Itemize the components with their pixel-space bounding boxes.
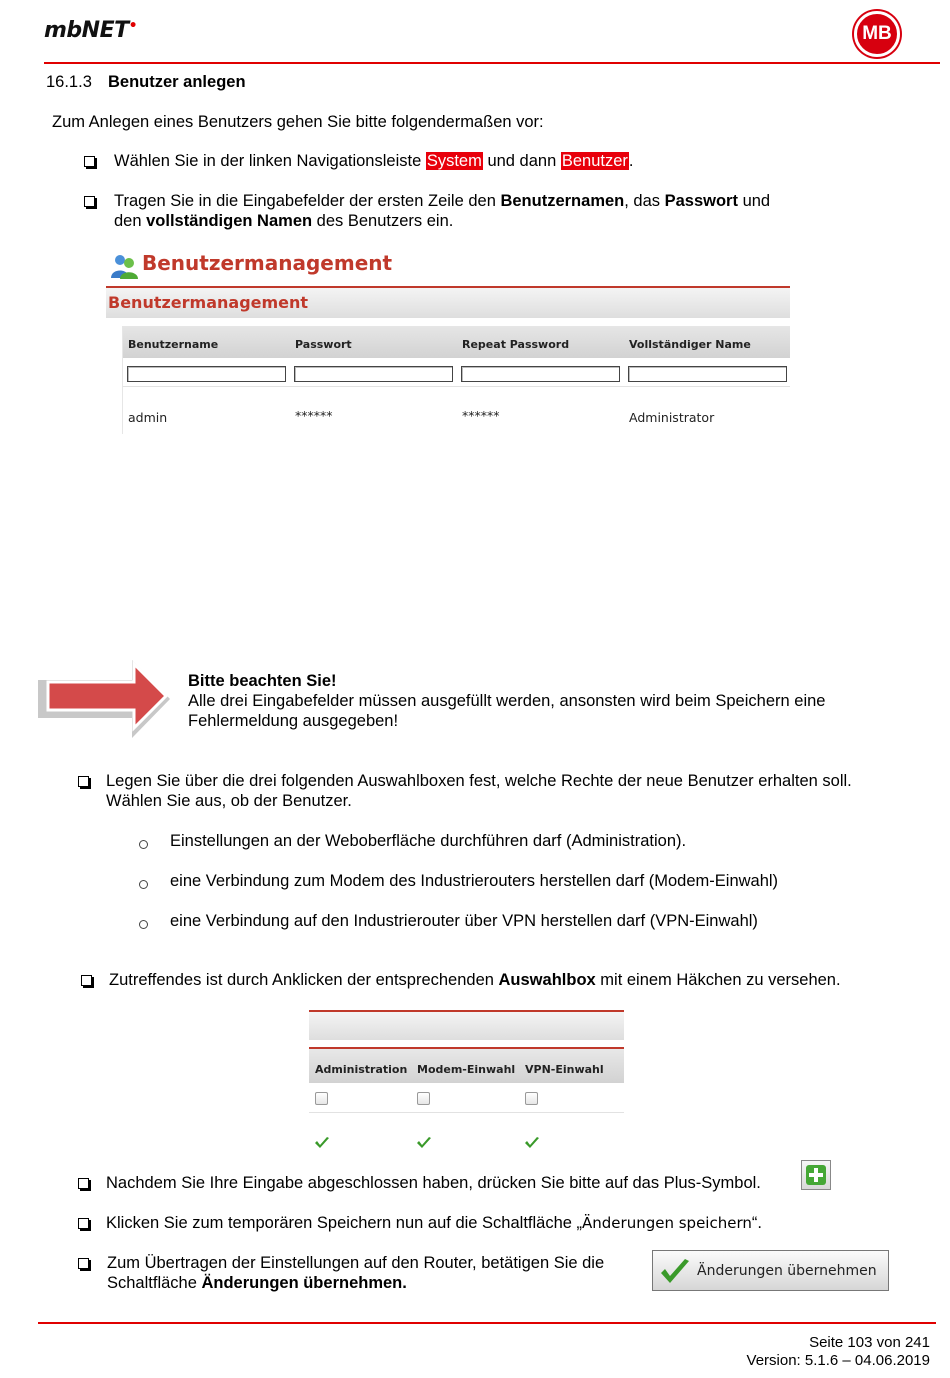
checkbox-bullet xyxy=(78,1218,89,1229)
note-arrow-icon xyxy=(34,654,174,744)
apply-changes-label: Änderungen übernehmen xyxy=(697,1263,877,1279)
step-2-line-2: den vollständigen Namen des Benutzers ein. xyxy=(114,212,454,230)
modem-einwahl-checkbox[interactable] xyxy=(417,1092,430,1105)
users-icon xyxy=(109,252,139,280)
row-divider xyxy=(122,386,790,387)
step-5: Nachdem Sie Ihre Eingabe abgeschlossen haben, drücken Sie bitte auf das Plus-Symbol. xyxy=(106,1174,761,1192)
section-number: 16.1.3 xyxy=(46,73,92,91)
checkbox-bullet xyxy=(78,1258,89,1269)
row-left-border xyxy=(122,326,123,434)
footer-rule xyxy=(38,1322,936,1324)
header-rule xyxy=(44,62,940,64)
check-icon xyxy=(416,1136,432,1150)
cell-password: ****** xyxy=(295,408,333,423)
check-icon xyxy=(524,1136,540,1150)
note-line-2: Fehlermeldung ausgegeben! xyxy=(188,712,399,730)
user-management-screenshot xyxy=(106,248,790,434)
page-heading: Benutzermanagement xyxy=(142,251,393,275)
checkbox-bullet xyxy=(84,196,95,207)
panel-title-bar xyxy=(106,286,790,318)
vpn-einwahl-checkbox[interactable] xyxy=(525,1092,538,1105)
apply-changes-button[interactable] xyxy=(652,1250,889,1291)
sub-bullet xyxy=(139,880,148,889)
password-field[interactable] xyxy=(294,366,453,382)
section-title: Benutzer anlegen xyxy=(108,73,246,91)
step-6: Klicken Sie zum temporären Speichern nun auf die Schaltfläche „Änderungen speichern“. xyxy=(106,1214,762,1232)
checkbox-bullet xyxy=(78,1178,89,1189)
repeat-password-field[interactable] xyxy=(461,366,620,382)
sub-bullet xyxy=(139,920,148,929)
checkbox-bullet xyxy=(84,156,95,167)
cell-repeat-password: ****** xyxy=(462,408,500,423)
step-1: Wählen Sie in der linken Navigationsleiste System und dann Benutzer. xyxy=(114,152,634,170)
checkbox-bullet xyxy=(81,975,92,986)
panel-bar xyxy=(309,1010,624,1040)
col-passwort: Passwort xyxy=(295,338,352,351)
sub-item-administration: Einstellungen an der Weboberfläche durchführen darf (Administration). xyxy=(170,832,687,850)
col-vpn-einwahl: VPN-Einwahl xyxy=(525,1063,604,1076)
checkbox-bullet xyxy=(78,776,89,787)
sub-item-modem: eine Verbindung zum Modem des Industrierouters herstellen darf (Modem-Einwahl) xyxy=(170,872,779,890)
page-number: Seite 103 von 241 xyxy=(809,1334,930,1351)
check-icon xyxy=(659,1258,691,1286)
col-benutzername: Benutzername xyxy=(128,338,219,351)
sub-bullet xyxy=(139,840,148,849)
plus-icon[interactable] xyxy=(801,1160,831,1190)
permissions-screenshot xyxy=(309,1010,624,1155)
step-7-line-1: Zum Übertragen der Einstellungen auf den Router, betätigen Sie die xyxy=(107,1254,605,1272)
col-repeat-password: Repeat Password xyxy=(462,338,570,351)
row-divider xyxy=(309,1112,624,1113)
step-4: Zutreffendes ist durch Anklicken der entsprechenden Auswahlbox mit einem Häkchen zu versehen. xyxy=(109,971,841,989)
username-field[interactable] xyxy=(127,366,286,382)
full-name-field[interactable] xyxy=(628,366,787,382)
mb-badge: MB xyxy=(854,11,900,57)
note-title: Bitte beachten Sie! xyxy=(188,672,337,690)
cell-full-name: Administrator xyxy=(629,410,715,425)
panel-title: Benutzermanagement xyxy=(108,293,309,312)
check-icon xyxy=(314,1136,330,1150)
administration-checkbox[interactable] xyxy=(315,1092,328,1105)
col-modem-einwahl: Modem-Einwahl xyxy=(417,1063,516,1076)
intro-text: Zum Anlegen eines Benutzers gehen Sie bitte folgendermaßen vor: xyxy=(52,113,544,131)
version-info: Version: 5.1.6 – 04.06.2019 xyxy=(746,1352,930,1369)
col-vollstaendiger-name: Vollständiger Name xyxy=(629,338,751,351)
step-7-line-2: Schaltfläche Änderungen übernehmen. xyxy=(107,1274,407,1292)
cell-username: admin xyxy=(128,410,168,425)
col-administration: Administration xyxy=(315,1063,408,1076)
step-3-line-2: Wählen Sie aus, ob der Benutzer. xyxy=(106,792,352,810)
step-3-line-1: Legen Sie über die drei folgenden Auswahlboxen fest, welche Rechte der neue Benutzer erhalten soll. xyxy=(106,772,852,790)
note-line-1: Alle drei Eingabefelder müssen ausgefüllt werden, ansonsten wird beim Speichern eine xyxy=(188,692,826,710)
step-2-line-1: Tragen Sie in die Eingabefelder der ersten Zeile den Benutzernamen, das Passwort und xyxy=(114,192,771,210)
mbnet-logo: mbNET• xyxy=(44,18,138,43)
sub-item-vpn: eine Verbindung auf den Industrierouter über VPN herstellen darf (VPN-Einwahl) xyxy=(170,912,758,930)
